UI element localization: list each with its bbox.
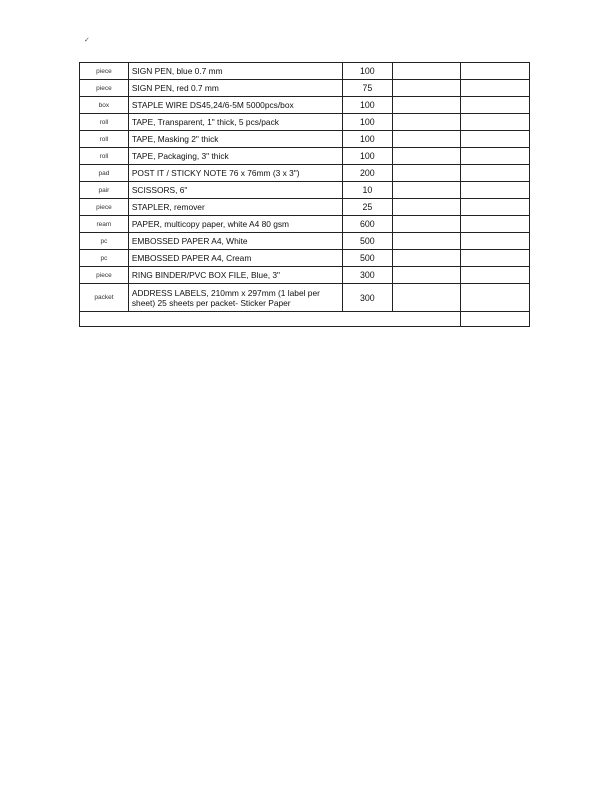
blank-cell [392, 250, 461, 267]
table-row [80, 148, 530, 165]
quantity-cell: 100 [342, 131, 392, 148]
description-cell: SIGN PEN, blue 0.7 mm [128, 63, 342, 80]
blank-cell [392, 165, 461, 182]
unit-cell: ream [80, 216, 129, 233]
blank-cell [392, 182, 461, 199]
table-row [80, 80, 530, 97]
unit-cell: pc [80, 250, 129, 267]
total-label-cell [80, 312, 461, 327]
blank-cell [461, 199, 530, 216]
quantity-cell: 25 [342, 199, 392, 216]
blank-cell [461, 165, 530, 182]
blank-cell [461, 97, 530, 114]
scan-checkmark: ✓ [84, 37, 90, 44]
description-cell: TAPE, Packaging, 3" thick [128, 148, 342, 165]
blank-cell [461, 131, 530, 148]
table-row [80, 284, 530, 312]
blank-cell [461, 216, 530, 233]
description-cell: EMBOSSED PAPER A4, White [128, 233, 342, 250]
table-row [80, 165, 530, 182]
unit-cell: piece [80, 63, 129, 80]
table-row [80, 114, 530, 131]
unit-cell: packet [80, 284, 129, 312]
blank-cell [461, 250, 530, 267]
blank-cell [461, 114, 530, 131]
blank-cell [461, 233, 530, 250]
description-cell: TAPE, Masking 2" thick [128, 131, 342, 148]
blank-cell [392, 63, 461, 80]
description-cell: PAPER, multicopy paper, white A4 80 gsm [128, 216, 342, 233]
unit-cell: piece [80, 199, 129, 216]
unit-cell: roll [80, 114, 129, 131]
blank-cell [392, 284, 461, 312]
description-cell: SIGN PEN, red 0.7 mm [128, 80, 342, 97]
table-row [80, 267, 530, 284]
description-cell: ADDRESS LABELS, 210mm x 297mm (1 label per sheet) 25 sheets per packet- Sticker Paper [128, 284, 342, 312]
unit-cell: box [80, 97, 129, 114]
unit-cell: pc [80, 233, 129, 250]
table-row [80, 182, 530, 199]
blank-cell [392, 233, 461, 250]
blank-cell [392, 97, 461, 114]
unit-cell: piece [80, 267, 129, 284]
blank-cell [392, 148, 461, 165]
quantity-cell: 100 [342, 63, 392, 80]
blank-cell [461, 182, 530, 199]
blank-cell [392, 80, 461, 97]
blank-cell [461, 267, 530, 284]
blank-cell [392, 267, 461, 284]
blank-cell [392, 216, 461, 233]
table-row [80, 97, 530, 114]
unit-cell: roll [80, 131, 129, 148]
blank-cell [392, 131, 461, 148]
items-table-body [80, 63, 530, 327]
quantity-cell: 200 [342, 165, 392, 182]
quantity-cell: 100 [342, 97, 392, 114]
blank-cell [461, 284, 530, 312]
description-cell: POST IT / STICKY NOTE 76 x 76mm (3 x 3") [128, 165, 342, 182]
blank-cell [392, 114, 461, 131]
blank-cell [461, 148, 530, 165]
table-row [80, 250, 530, 267]
table-row [80, 216, 530, 233]
description-cell: RING BINDER/PVC BOX FILE, Blue, 3" [128, 267, 342, 284]
quantity-cell: 75 [342, 80, 392, 97]
description-cell: SCISSORS, 6" [128, 182, 342, 199]
total-value-cell [461, 312, 530, 327]
quantity-cell: 300 [342, 267, 392, 284]
table-row [80, 63, 530, 80]
quantity-cell: 500 [342, 250, 392, 267]
unit-cell: pair [80, 182, 129, 199]
items-table [79, 62, 530, 327]
blank-cell [392, 199, 461, 216]
description-cell: TAPE, Transparent, 1" thick, 5 pcs/pack [128, 114, 342, 131]
blank-cell [461, 63, 530, 80]
quantity-cell: 100 [342, 148, 392, 165]
unit-cell: pad [80, 165, 129, 182]
unit-cell: piece [80, 80, 129, 97]
quantity-cell: 300 [342, 284, 392, 312]
description-cell: STAPLER, remover [128, 199, 342, 216]
description-cell: STAPLE WIRE DS45,24/6-5M 5000pcs/box [128, 97, 342, 114]
table-row [80, 199, 530, 216]
quantity-cell: 10 [342, 182, 392, 199]
table-row [80, 131, 530, 148]
quantity-cell: 100 [342, 114, 392, 131]
description-cell: EMBOSSED PAPER A4, Cream [128, 250, 342, 267]
quantity-cell: 600 [342, 216, 392, 233]
blank-cell [461, 80, 530, 97]
quantity-cell: 500 [342, 233, 392, 250]
table-row [80, 233, 530, 250]
total-row [80, 312, 530, 327]
unit-cell: roll [80, 148, 129, 165]
